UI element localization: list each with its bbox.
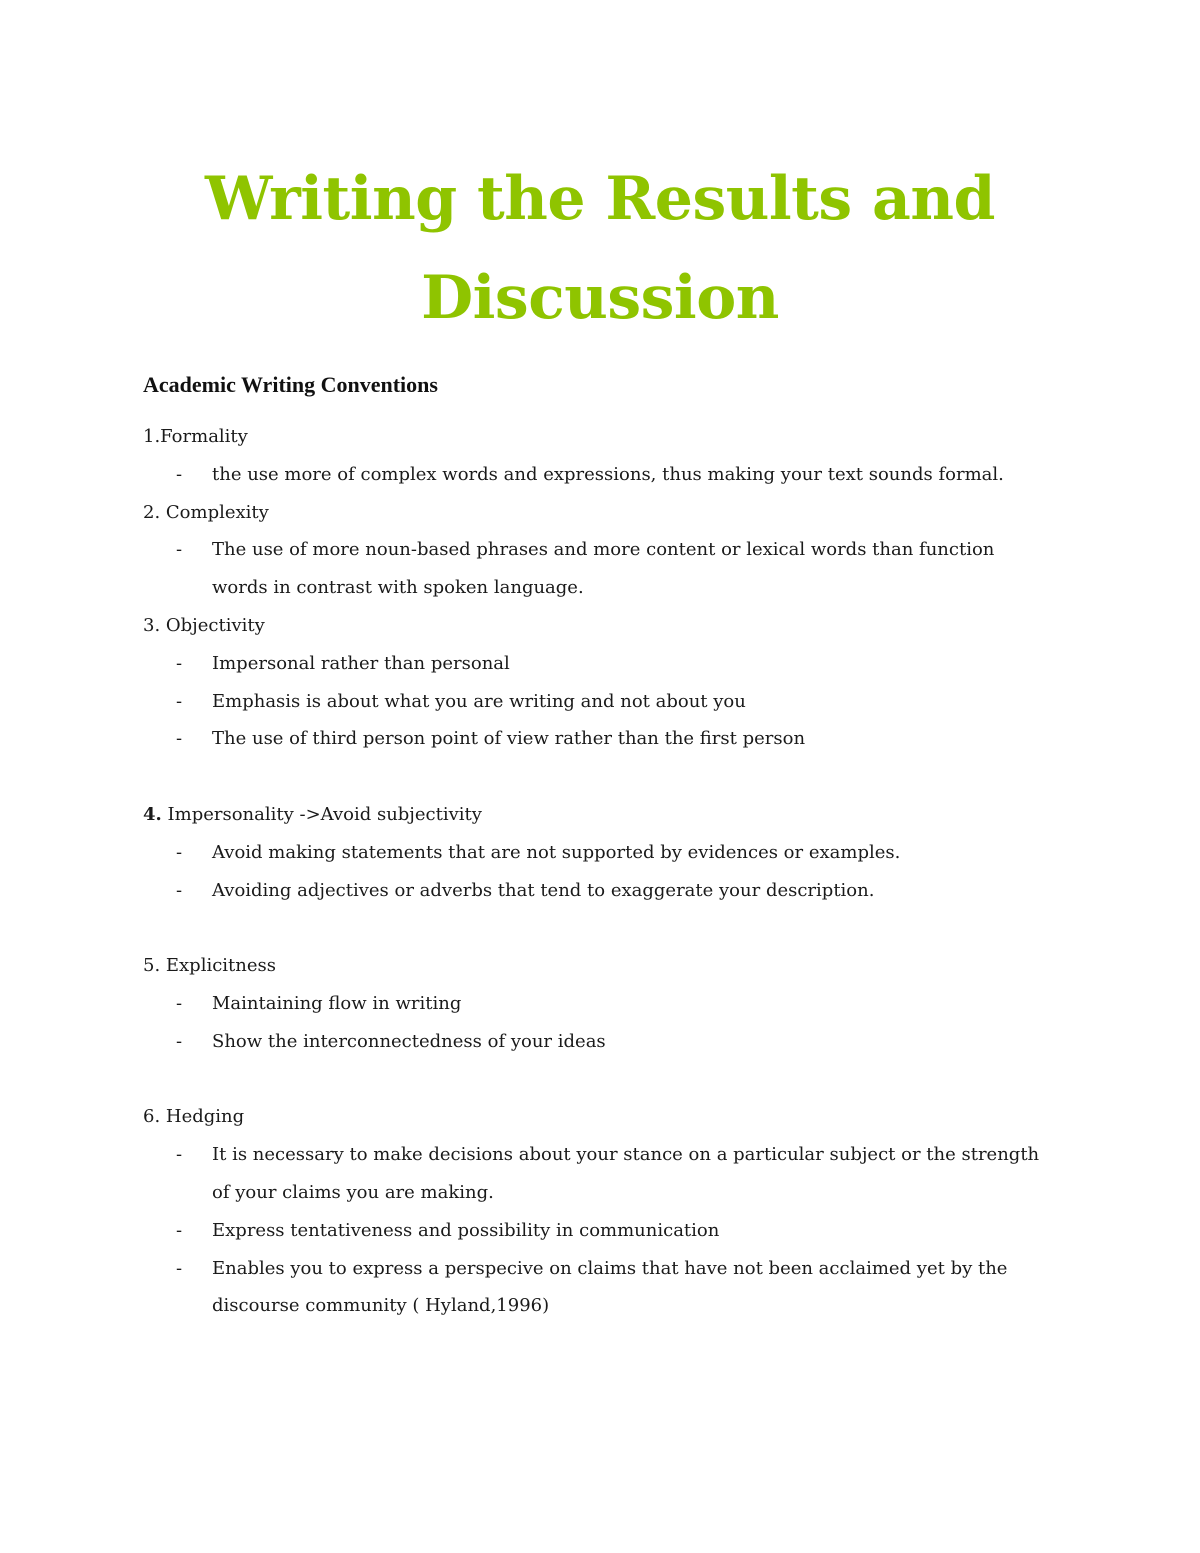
bullet-list: [143, 834, 1043, 910]
convention-objectivity: [143, 607, 1043, 758]
dash-marker: -: [176, 652, 183, 674]
dash-marker: -: [176, 1144, 183, 1166]
bullet-text: Impersonal rather than personal: [212, 652, 510, 674]
bullet-list: [143, 985, 1043, 1061]
bullet-item: [143, 1136, 1043, 1212]
bullet-list: [143, 645, 1043, 758]
title-line-1: Writing the Results and: [204, 164, 996, 234]
convention-complexity: [143, 494, 1043, 607]
conventions-list: [143, 418, 1043, 1325]
title-line-2: Discussion: [421, 263, 779, 333]
bullet-item: [143, 1023, 1043, 1061]
convention-heading: 2. Complexity: [143, 501, 269, 523]
bullet-text: Avoiding adjectives or adverbs that tend to exaggerate your description.: [212, 879, 875, 901]
convention-impersonality: [143, 796, 1043, 909]
convention-heading: 1.Formality: [143, 426, 248, 447]
dash-marker: -: [176, 1257, 183, 1279]
bullet-text: Enables you to express a perspecive on claims that have not been acclaimed yet by the discourse community ( Hyland,1996): [212, 1257, 1008, 1317]
bullet-list: [143, 1136, 1043, 1325]
bullet-item: [143, 872, 1043, 910]
spacer: [143, 758, 1043, 796]
dash-marker: -: [176, 1219, 183, 1241]
dash-marker: -: [176, 728, 183, 750]
bullet-list: [143, 456, 1043, 494]
bullet-item: [143, 683, 1043, 721]
dash-marker: -: [176, 463, 183, 485]
bullet-text: Show the interconnectedness of your ideas: [212, 1030, 606, 1052]
bullet-item: [143, 456, 1043, 494]
convention-heading: 5. Explicitness: [143, 955, 277, 977]
dash-marker: -: [176, 690, 183, 712]
bullet-text: It is necessary to make decisions about your stance on a particular subject or the strength of your claims you are making.: [212, 1144, 1040, 1203]
bullet-text: The use of third person point of view rather than the first person: [212, 728, 806, 750]
dash-marker: -: [176, 1030, 183, 1052]
bullet-text: Maintaining flow in writing: [212, 992, 462, 1014]
bullet-item: [143, 985, 1043, 1023]
dash-marker: -: [176, 539, 183, 561]
convention-formality: [143, 418, 1043, 494]
convention-heading: 3. Objectivity: [143, 614, 265, 636]
convention-hedging: [143, 1098, 1043, 1325]
bullet-item: [143, 720, 1043, 758]
bullet-text: Emphasis is about what you are writing and not about you: [212, 690, 746, 712]
bullet-item: [143, 645, 1043, 683]
spacer: [143, 1061, 1043, 1099]
bullet-text: the use more of complex words and expressions, thus making your text sounds formal.: [212, 463, 1004, 485]
bullet-text: Express tentativeness and possibility in communication: [212, 1219, 720, 1241]
convention-title: Impersonality ->Avoid subjectivity: [161, 803, 482, 825]
convention-explicitness: [143, 947, 1043, 1060]
dash-marker: -: [176, 841, 183, 863]
dash-marker: -: [176, 879, 183, 901]
dash-marker: -: [176, 992, 183, 1014]
bullet-item: [143, 834, 1043, 872]
bullet-item: [143, 1250, 1043, 1326]
bullet-text: The use of more noun-based phrases and more content or lexical words than function words in contrast with spoken language.: [212, 539, 995, 599]
convention-heading: 6. Hedging: [143, 1106, 245, 1128]
convention-heading: [143, 796, 1043, 834]
document-title: [0, 150, 1200, 348]
section-heading: Academic Writing Conventions: [143, 372, 438, 397]
convention-number: 4.: [143, 803, 162, 825]
spacer: [143, 909, 1043, 947]
bullet-list: [143, 531, 1043, 607]
bullet-item: [143, 531, 1043, 607]
bullet-item: [143, 1212, 1043, 1250]
bullet-text: Avoid making statements that are not supported by evidences or examples.: [212, 841, 901, 863]
